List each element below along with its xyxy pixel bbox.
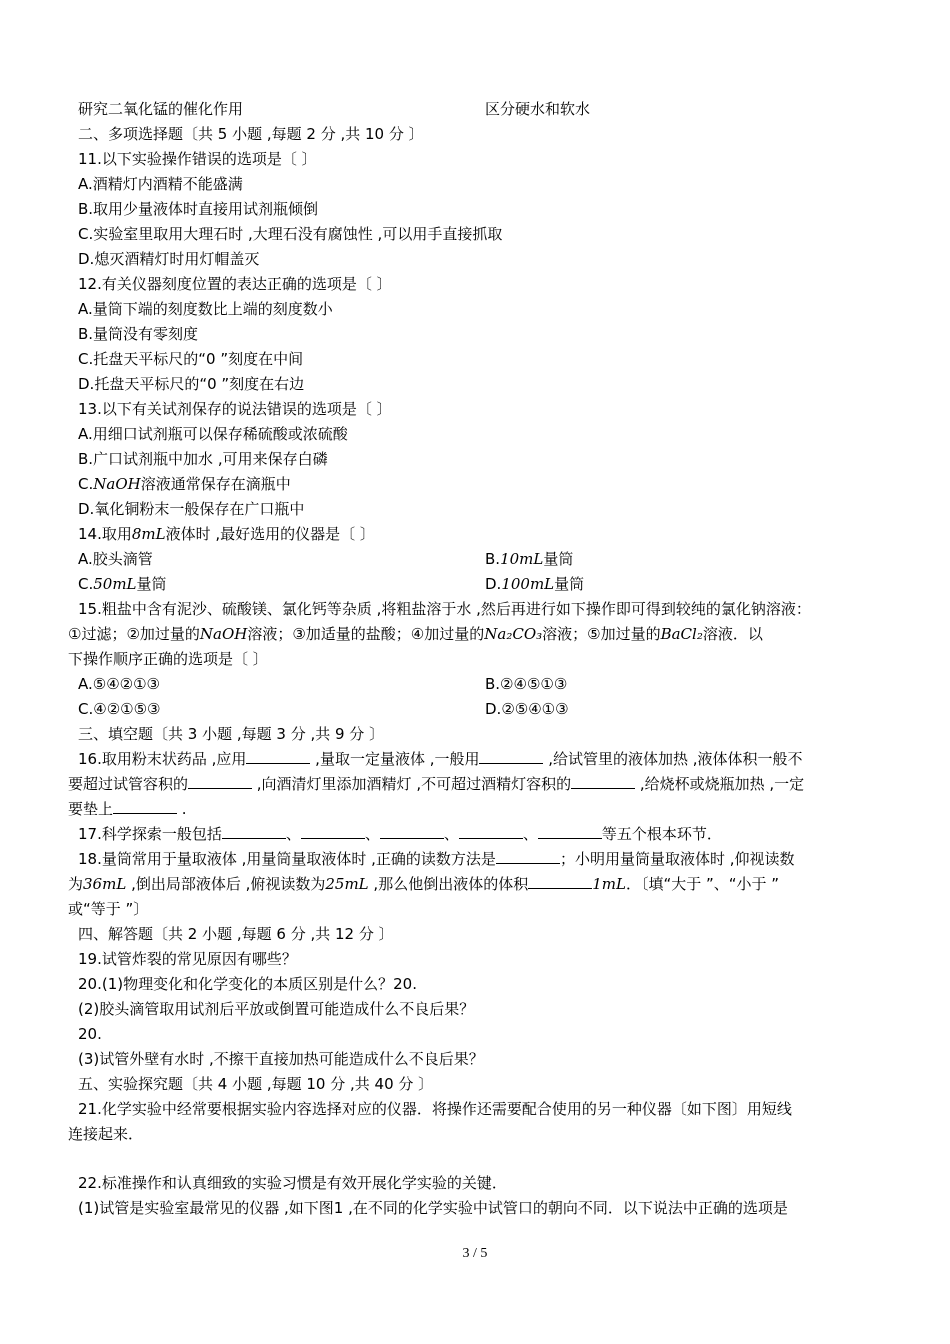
q12-option-d: D.托盘天平标尺的“0 ”刻度在右边 <box>78 375 305 393</box>
q21-stem: 21.化学实验中经常要根据实验内容选择对应的仪器．将操作还需要配合使用的另一种仪器〔如下图〕用短线 连接起来． <box>68 1100 792 1143</box>
q18-stem: 18.量筒常用于量取液体 ,用量筒量取液体时 ,正确的读数方法是 ；小明用量筒量取液体时 ,仰视读数 为36mL ,倒出局部液体后 ,俯视读数为25mL ,那么他倒出液体的体积 1mL．〔填“大于 ”、“小于 ” 或“等于 ”〕 <box>68 850 795 918</box>
q11-stem: 11.以下实验操作错误的选项是〔 〕 <box>78 150 317 168</box>
q17-stem: 17.科学探索一般包括 、 、 、 、 等五个根本环节． <box>78 825 722 843</box>
top-row-left: 研究二氧化锰的催化作用 <box>78 100 244 118</box>
q14-option-d: D.100mL量筒 <box>485 575 585 593</box>
q16-stem: 16.取用粉末状药品 ,应用 ,量取一定量液体 ,一般用 ,给试管里的液体加热 ,液体体积一般不 要超过试管容积的 ,向酒清灯里添加酒精灯 ,不可超过酒精灯容积的 ,给烧杯或烧瓶加热 ,一定 要垫上 . <box>68 750 805 818</box>
volume-value: 8mL <box>131 525 166 543</box>
q19-stem: 19.试管炸裂的常见原因有哪些？ <box>78 950 297 968</box>
q14-stem: 14.取用8mL液体时 ,最好选用的仪器是〔 〕 <box>78 525 375 543</box>
q20-part-1: 20.(1)物理变化和化学变化的本质区别是什么？20. <box>78 975 417 993</box>
q14-option-b: B.10mL量筒 <box>485 550 574 568</box>
q12-option-c: C.托盘天平标尺的“0 ”刻度在中间 <box>78 350 304 368</box>
q12-option-b: B.量筒没有零刻度 <box>78 325 199 343</box>
q13-option-b: B.广口试剂瓶中加水 ,可用来保存白磷 <box>78 450 328 468</box>
q22-stem: 22.标准操作和认真细致的实验习惯是有效开展化学实验的关键． <box>78 1174 507 1192</box>
q20-part-2: (2)胶头滴管取用试剂后平放或倒置可能造成什么不良后果？ <box>78 1000 475 1018</box>
q20-label: 20. <box>78 1025 102 1043</box>
q15-option-b: B.②④⑤①③ <box>485 675 568 693</box>
formula-naoh: NaOH <box>93 475 141 493</box>
q13-option-d: D.氧化铜粉末一般保存在广口瓶中 <box>78 500 305 518</box>
q14-option-c: C.50mL量筒 <box>78 575 167 593</box>
q12-option-a: A.量筒下端的刻度数比上端的刻度数小 <box>78 300 333 318</box>
q15-stem: 15.粗盐中含有泥沙、硫酸镁、氯化钙等杂质 ,将粗盐溶于水 ,然后再进行如下操作即可得到较纯的氯化钠溶液： ①过滤；②加过量的NaOH溶液；③加适量的盐酸；④加过量的Na₂CO₃溶液；⑤加过量的BaCl₂溶液．以 下操作顺序正确的选项是〔 〕 <box>68 600 811 668</box>
section-3-heading: 三、填空题〔共 3 小题 ,每题 3 分 ,共 9 分 〕 <box>78 725 385 743</box>
section-2-heading: 二、多项选择题〔共 5 小题 ,每题 2 分 ,共 10 分 〕 <box>78 125 424 143</box>
section-4-heading: 四、解答题〔共 2 小题 ,每题 6 分 ,共 12 分 〕 <box>78 925 394 943</box>
q11-option-c: C.实验室里取用大理石时 ,大理石没有腐蚀性 ,可以用手直接抓取 <box>78 225 503 243</box>
q11-option-d: D.熄灭酒精灯时用灯帽盖灭 <box>78 250 260 268</box>
page-number: 3 / 5 <box>462 1246 488 1261</box>
q13-option-c: C.NaOH溶液通常保存在滴瓶中 <box>78 475 291 493</box>
q13-option-a: A.用细口试剂瓶可以保存稀硫酸或浓硫酸 <box>78 425 348 443</box>
q15-option-d: D.②⑤④①③ <box>485 700 569 718</box>
q14-option-a: A.胶头滴管 <box>78 550 153 568</box>
q11-option-a: A.酒精灯内酒精不能盛满 <box>78 175 243 193</box>
q22-part-1: (1)试管是实验室最常见的仪器 ,如下图1 ,在不同的化学实验中试管口的朝向不同．以下说法中正确的选项是 <box>78 1199 788 1217</box>
section-5-heading: 五、实验探究题〔共 4 小题 ,每题 10 分 ,共 40 分 〕 <box>78 1075 434 1093</box>
q12-stem: 12.有关仪器刻度位置的表达正确的选项是〔 〕 <box>78 275 392 293</box>
q11-option-b: B.取用少量液体时直接用试剂瓶倾倒 <box>78 200 319 218</box>
q13-stem: 13.以下有关试剂保存的说法错误的选项是〔 〕 <box>78 400 392 418</box>
q20-part-3: (3)试管外壁有水时 ,不擦干直接加热可能造成什么不良后果？ <box>78 1050 484 1068</box>
top-row-right: 区分硬水和软水 <box>485 100 591 118</box>
q15-option-a: A.⑤④②①③ <box>78 675 161 693</box>
q15-option-c: C.④②①⑤③ <box>78 700 161 718</box>
